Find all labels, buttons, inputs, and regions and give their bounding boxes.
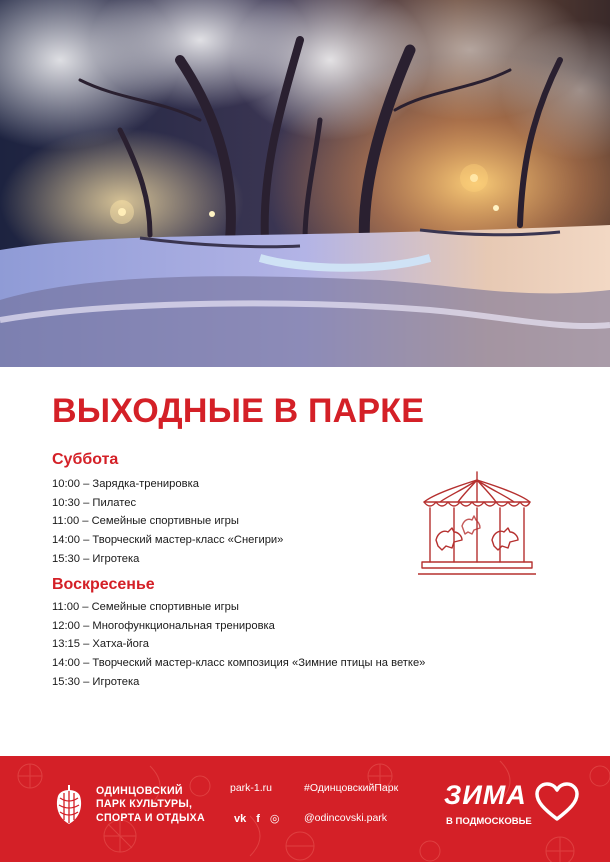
schedule-item: 15:30 – Игротека	[52, 552, 140, 565]
social-handle[interactable]: @odincovski.park	[304, 812, 388, 824]
saturday-heading: Суббота	[52, 451, 119, 468]
sunday-heading: Воскресенье	[52, 576, 155, 593]
page-title: ВЫХОДНЫЕ В ПАРКЕ	[52, 392, 425, 430]
schedule-item: 10:00 – Зарядка-тренировка	[52, 478, 199, 490]
park-name: ОДИНЦОВСКИЙ ПАРК КУЛЬТУРЫ, СПОРТА И ОТДЫХА	[96, 784, 205, 824]
pine-cone-icon	[54, 784, 84, 826]
saturday-schedule	[52, 475, 283, 568]
sunday-schedule	[52, 598, 425, 691]
schedule-item: 14:00 – Творческий мастер-класс «Снегири»	[52, 534, 284, 547]
schedule-item: 11:00 – Семейные спортивные игры	[52, 515, 239, 528]
hashtag-text: #ОдинцовскийПарк	[304, 782, 399, 794]
schedule-item: 12:00 – Многофункциональная тренировка	[52, 619, 275, 632]
schedule-item: 11:00 – Семейные спортивные игры	[52, 601, 239, 613]
schedule-item: 15:30 – Игротека	[52, 675, 140, 688]
zima-subtitle: В ПОДМОСКОВЬЕ	[446, 816, 532, 827]
winter-park-photo	[0, 0, 610, 367]
footer	[0, 756, 610, 862]
website-link[interactable]: park-1.ru	[230, 782, 273, 794]
schedule-item: 14:00 – Творческий мастер-класс композиция «Зимние птицы на ветке»	[52, 657, 426, 670]
schedule-item: 10:30 – Пилатес	[52, 496, 137, 509]
zima-title: ЗИМА	[444, 780, 527, 810]
instagram-icon[interactable]: ◎	[269, 813, 280, 825]
schedule-item: 13:15 – Хатха-йога	[52, 638, 149, 651]
heart-icon	[534, 782, 580, 822]
park-brand[interactable]	[54, 784, 205, 826]
facebook-icon[interactable]: f	[256, 812, 260, 825]
social-icons	[234, 812, 280, 825]
zima-logo	[444, 780, 584, 836]
carousel-icon	[418, 470, 536, 578]
vk-icon[interactable]: vk	[234, 812, 247, 825]
